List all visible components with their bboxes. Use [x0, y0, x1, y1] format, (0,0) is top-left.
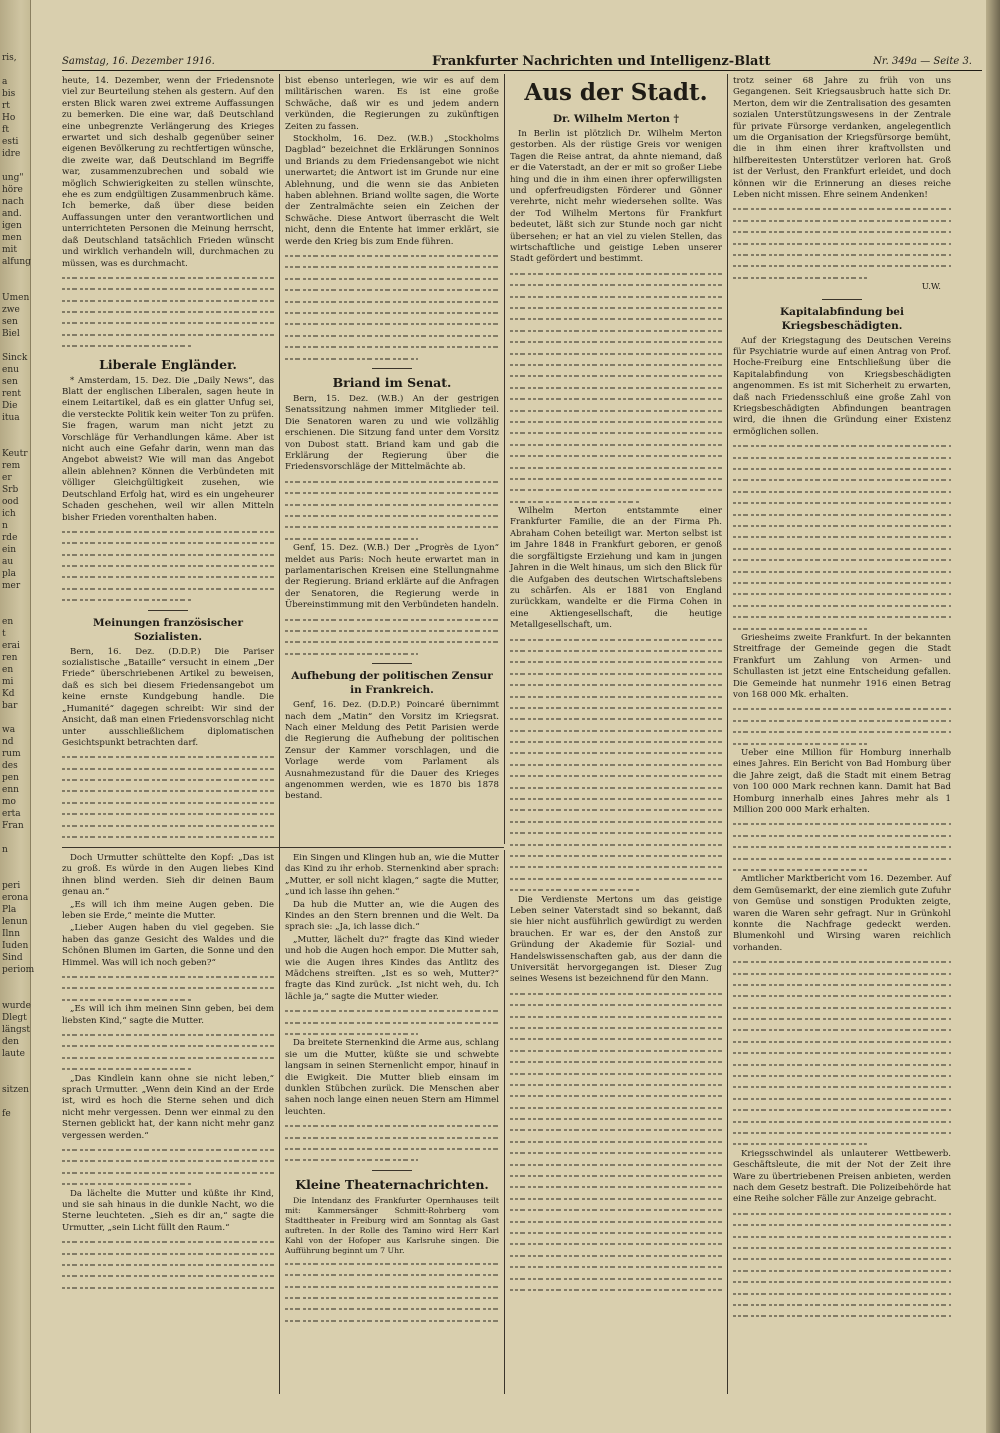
text-line: [733, 1264, 951, 1275]
text-line: [285, 283, 499, 294]
text-line: [733, 1137, 868, 1148]
text-line: [733, 237, 951, 248]
column-rule: [727, 74, 728, 1394]
text-line: [285, 532, 418, 543]
text-line: [285, 624, 499, 635]
text-line: [510, 1203, 722, 1214]
text-line: [510, 987, 722, 998]
text-line: [733, 565, 951, 576]
article-text: Bern, 15. Dez. (W.B.) An der gestrigen Senatssitzung nahmen immer Mitglieder teil. Die Senatoren waren zu und wie vollzählig erschienen. Die Sitzung fand unter dem Vorsitz von Dubost statt. Briand kam und gab die Erklärung der Regierung über die Friedensvorschläge der Mittelmächte ab.: [285, 394, 499, 473]
text-line: [510, 1123, 722, 1134]
text-line: [510, 872, 722, 883]
text-line: [285, 295, 499, 306]
text-line: [510, 472, 722, 483]
column-rule: [504, 850, 505, 1394]
text-line: [510, 1044, 722, 1055]
text-line: [510, 312, 722, 323]
text-line: [510, 1249, 722, 1260]
text-line: [510, 998, 722, 1009]
text-line: [510, 712, 722, 723]
text-line: [733, 1103, 951, 1114]
text-line: [62, 807, 274, 818]
text-line: [733, 271, 868, 282]
text-line: [510, 483, 722, 494]
text-line: [510, 769, 722, 780]
text-line: [733, 852, 951, 863]
story-text: „Das Kindlein kann ohne sie nicht leben,“ sprach Urmutter. „Wenn dein Kind an der Erde ist, wird es hoch die Sterne sehen und dich nicht mehr vergessen. Denn wer einmal zu den Sternen geblickt hat, der kann nicht mehr ganz vergessen werden.“: [62, 1073, 274, 1141]
article-text: Bern, 16. Dez. (D.D.P.) Die Pariser sozialistische „Bataille“ versucht in einem „Der Friede“ überschriebenen Artikel zu beweisen, daß es sich bei diesem Friedensangebot um keine ernste Kundgebung handle. Die „Humanité“ dagegen schreibt: Wir sind der Ansicht, daß man einen Friedensvorschlag nicht unter ausschließlichem diplomatischen Gesichtspunkt betrachten darf.: [62, 646, 274, 748]
text-line: [510, 1169, 722, 1180]
text-line: [510, 267, 722, 278]
text-line: [510, 1135, 722, 1146]
text-line: [510, 324, 722, 335]
text-line: [62, 830, 274, 841]
text-line: [733, 737, 868, 748]
previous-page-edge: [0, 0, 35, 1433]
text-line: [510, 404, 722, 415]
text-line: [510, 690, 722, 701]
text-line: [62, 970, 274, 981]
text-line: [62, 536, 274, 547]
feuilleton-column-1: [62, 853, 274, 1393]
text-line: [510, 278, 722, 289]
article-text: Kriegsschwindel als unlauterer Wettbewerb. Geschäftsleute, die mit der Not der Zeit ihre Ware zu übertriebenen Preisen anbieten, werden nach dem Gesetz bestraft. Die Polizeibehörde hat eine Reihe solcher Fälle zur Anzeige gebracht.: [733, 1148, 951, 1205]
text-line: [510, 838, 722, 849]
article-text: Genf, 15. Dez. (W.B.) Der „Progrès de Lyon“ meldet aus Paris: Noch heute erwartet man in parlamentarischen Kreisen eine Stellungnahme der Regierung. Briand erklärte auf die Anfragen der Senatoren, die Regierung werde in Übereinstimmung mit den Verbündeten handeln.: [285, 543, 499, 611]
text-line: [62, 271, 274, 282]
text-line: [510, 358, 722, 369]
text-line: [733, 553, 951, 564]
text-line: [733, 587, 951, 598]
section-rule: [822, 299, 862, 300]
text-line: [62, 294, 274, 305]
text-line: [62, 305, 274, 316]
article-text: heute, 14. Dezember, wenn der Friedensnote viel zur Beurteilung stehen als gestern. Auf den ersten Blick waren zwei extreme Auffassungen zu bemerken. Die eine war, daß Deutschland eine unbegrenzte Verlängerung des Krieges erwartet und sich deshalb gegenüber seiner eigenen Bevölkerung zu rechtfertigen wünsche, die zweite war, daß Deutschland im Begriffe war, zusammenzubrechen und sobald wie möglich Schwierigkeiten zu stellen wünschte, ehe es zum endgültigen Zusammenbruch käme. Ich bemerke, daß über diese beiden Auffassungen unter den verantwortlichen und unterrichteten Personen die Meinung herrscht, daß Deutschland tatsächlich Frieden wünscht und wirklich verhandeln will, durchmachen zu müssen, was es durchmacht.: [62, 76, 274, 269]
text-line: [510, 1192, 722, 1203]
section-rule: [372, 663, 412, 664]
text-line: [733, 1230, 951, 1241]
text-line: [62, 328, 274, 339]
text-line: [285, 1257, 499, 1268]
text-line: [733, 451, 951, 462]
header-page-number: Nr. 349a — Seite 3.: [873, 56, 972, 67]
text-line: [733, 1287, 951, 1298]
text-line: [62, 1269, 274, 1280]
text-line: [733, 1241, 951, 1252]
text-line: [733, 725, 951, 736]
text-line: [733, 225, 951, 236]
text-line: [733, 439, 951, 450]
text-line: [285, 635, 499, 646]
text-line: [733, 485, 951, 496]
text-line: [510, 461, 722, 472]
article-text: * Amsterdam, 15. Dez. Die „Daily News“, das Blatt der englischen Liberalen, sagen heute in einem Leitartikel, daß es ein glatter Unfug sei, die versteckte Politik kein weiter Ton zu prüfen. Sie fragen, warum man nicht jetzt zu Vorschläge für Verhandlungen käme. Aber ist nicht auch eine Gefahr darin, wenn man das Angebot abweist? Wie will man das Angebot allein ablehnen? Können die Verbündeten mit völliger Gleichgültigkeit zusehen, wie Deutschland Erfolg hat, wird es ein ungeheurer Schaden geschehen, weil wir allen Mitteln bisher Frieden vorenthalten haben.: [62, 375, 274, 523]
text-line: [510, 1101, 722, 1112]
article-text: Griesheims zweite Frankfurt. In der bekannten Streitfrage der Gemeinde gegen die Stadt Frankfurt um Zahlung von Armen- und Schullasten ist jetzt eine Entscheidung gefallen. Die Gemeinde hat nunmehr 1916 einen Betrag von 168 000 Mk. erhalten.: [733, 632, 951, 700]
text-line: [62, 582, 274, 593]
text-line: [62, 981, 274, 992]
text-line: [733, 1115, 951, 1126]
text-line: [510, 1272, 722, 1283]
text-line: [62, 282, 274, 293]
text-line: [285, 520, 499, 531]
text-line: [733, 542, 951, 553]
text-line: [510, 449, 722, 460]
article-text: In Berlin ist plötzlich Dr. Wilhelm Merton gestorben. Als der rüstige Greis vor wenigen Tagen die Reise antrat, da ahnte niemand, daß er die Vaterstadt, an der er mit so großer Liebe hing und die in ihm einen ihrer opferwilligsten und opferfreudigsten Förderer und Gönner verehrte, nicht mehr wiedersehen sollte. Was der Tod Wilhelm Mertons für Frankfurt bedeutet, läßt sich zur Stunde noch gar nicht übersehen; er hat an viel zu vielen Stellen, das wirtschaftliche und geistige Leben unserer Stadt gefördert und bestimmt.: [510, 129, 722, 265]
text-line: [62, 570, 274, 581]
column-4: [733, 76, 951, 1394]
text-line: [510, 301, 722, 312]
headline-merton: Dr. Wilhelm Merton †: [552, 113, 680, 125]
story-text: „Es will ich ihm meine Augen geben. Die leben sie Erde,“ meinte die Mutter.: [62, 899, 274, 922]
text-line: [285, 1280, 499, 1291]
story-text: Da breitete Sternenkind die Arme aus, schlang sie um die Mutter, küßte sie und schwebte langsam in seinen Sternenlicht empor, hinauf in die Ewigkeit. Die Mutter blieb einsam im dunklen Stübchen zurück. Die Menschen aber sahen noch lange einen neuen Stern am Himmel leuchten.: [285, 1038, 499, 1117]
text-line: [510, 781, 722, 792]
text-line: [733, 1046, 951, 1057]
text-line: [285, 317, 499, 328]
text-line: [510, 655, 722, 666]
text-line: [510, 644, 722, 655]
text-line: [510, 415, 722, 426]
text-line: [510, 347, 722, 358]
text-line: [285, 1291, 499, 1302]
text-line: [285, 1153, 418, 1164]
text-line: [733, 1252, 951, 1263]
article-text: Genf, 16. Dez. (D.D.P.) Poincaré übernimmt nach dem „Matin“ den Vorsitz im Kriegsrat. Nach einer Meldung des Petit Parisien werde die Regierung die Aufhebung der politischen Zensur der Kammer vorschlagen, und die Vorlage werde vom Parlament als Ausnahmezustand für die Dauer des Krieges angenommen werden, wie es 1870 bis 1878 bestand.: [285, 700, 499, 802]
column-rule: [279, 74, 280, 1394]
article-text: Ueber eine Million für Homburg innerhalb eines Jahres. Ein Bericht von Bad Homburg über die Jahre zeigt, daß die Stadt mit einem Betrag von 100 000 Mark rechnen kann. Damit hat Bad Homburg innerhalb eines Jahres mehr als 1 Million 200 000 Mark erhalten.: [733, 747, 951, 815]
text-line: [733, 576, 951, 587]
text-line: [510, 1283, 722, 1294]
text-line: [733, 978, 951, 989]
text-line: [733, 1023, 951, 1034]
column-rule: [504, 74, 505, 844]
column-1: [62, 76, 274, 844]
text-line: [62, 796, 274, 807]
text-line: [510, 381, 722, 392]
headline-liberale-englaender: Liberale Engländer.: [99, 356, 237, 372]
text-line: [510, 1158, 722, 1169]
text-line: [285, 340, 499, 351]
text-line: [510, 724, 722, 735]
text-line: [285, 1314, 499, 1325]
text-line: [733, 817, 951, 828]
headline-sozialisten: Meinungen französischer Sozialisten.: [92, 616, 243, 643]
previous-page-fragments: ris, a bis rt Ho ft esti idre ung" höre nach and. igen men mit alfung Umen zwe sen Biel Sinck enu sen rent Die itua Keutr rem er Srb ood ich n rde ein au pla mer en t erai ren en mi Kd bar wa nd rum des pen enn mo erta Fran n peri erona Pla lenun Ilnn Iuden Sind periom wurde Dlegt längst den laute sitzen fe: [2, 53, 35, 1119]
section-rule: [148, 610, 188, 611]
text-line: [510, 1146, 722, 1157]
text-line: [510, 633, 722, 644]
text-line: [733, 1069, 951, 1080]
text-line: [62, 1166, 274, 1177]
text-line: [510, 803, 722, 814]
text-line: [733, 1080, 951, 1091]
article-text: Stockholm, 16. Dez. (W.B.) „Stockholms Dagblad“ bezeichnet die Erklärungen Sonninos und Briands zu dem Friedensangebot wie nicht unerwartet; die Antwort ist im Grunde nur eine Ablehnung, und die wenn sie das Anbieten haben ablehnen. Briand wollte sagen, die Worte der Zentralmächte seien ein Zeichen der Schwäche. Diese Antwort überrascht die Welt nicht, denn die Entente hat immer erklärt, sie werde den Krieg bis zum Ende führen.: [285, 134, 499, 247]
story-text: „Mutter, lächelt du?“ fragte das Kind wieder und hob die Augen hoch empor. Die Mutter sah, wie die Augen ihres Kindes das Antlitz des Mädchens streiften. „Ist es so weh, Mutter?“ fragte das Kind zurück. „Ist nicht weh, du. Ich lächle ja,“ sagte die Mutter wieder.: [285, 934, 499, 1002]
text-line: [733, 989, 951, 1000]
text-line: [510, 746, 722, 757]
story-text: Da lächelte die Mutter und küßte ihr Kind, und sie sah hinaus in die dunkle Nacht, wo die Sterne leuchteten. „Sieh es dir an,“ sagte die Urmutter, „sein Licht füllt den Raum.“: [62, 1188, 274, 1233]
article-text: Amtlicher Marktbericht vom 16. Dezember. Auf dem Gemüsemarkt, der eine ziemlich gute Zufuhr von Gemüse und sonstigen Produkten zeigte, waren die Waren sehr gefragt. Nur in Grünkohl konnte die Nachfrage gedeckt werden. Blumenkohl und Wirsing waren reichlich vorhanden.: [733, 874, 951, 953]
text-line: [733, 1275, 951, 1286]
text-line: [510, 1089, 722, 1100]
text-line: [733, 610, 951, 621]
text-line: [285, 475, 499, 486]
story-text: Ein Singen und Klingen hub an, wie die Mutter das Kind zu ihr erhob. Sternenkind aber sprach: „Mutter, er soll nicht klagen,“ sagte die Mutter, „und ich lasse ihn gehen.“: [285, 853, 499, 898]
text-line: [510, 290, 722, 301]
text-line: [733, 496, 951, 507]
text-line: [733, 1207, 951, 1218]
text-line: [733, 519, 951, 530]
text-line: [510, 335, 722, 346]
text-line: [285, 1119, 499, 1130]
next-page-edge: [986, 0, 1000, 1433]
article-text: Die Verdienste Mertons um das geistige Leben seiner Vaterstadt sind so bekannt, daß sie hier nicht ausführlich gewürdigt zu werden brauchen. Er war es, der den Anstoß zur Gründung der Akademie für Sozial- und Handelswissenschaften gab, aus der dann die Universität hervorgegangen ist. Dieser Zug seines Wesens ist bezeichnend für den Mann.: [510, 894, 722, 985]
text-line: [510, 826, 722, 837]
text-line: [62, 559, 274, 570]
text-line: [733, 1309, 951, 1320]
feuilleton-column-2: [285, 853, 499, 1393]
text-line: [510, 1021, 722, 1032]
text-line: [285, 509, 499, 520]
text-line: [733, 473, 951, 484]
text-line: [510, 701, 722, 712]
text-line: [510, 735, 722, 746]
text-line: [733, 714, 951, 725]
text-line: [733, 599, 951, 610]
text-line: [62, 548, 274, 559]
page-header: [62, 54, 982, 71]
text-line: [510, 815, 722, 826]
article-text: Die Intendanz des Frankfurter Opernhauses teilt mit: Kammersänger Schmitt-Rohrberg vom Stadttheater in Freiburg wird am Sonntag als Gast auftreten. In der Rolle des Tamino wird Herr Karl Kahl von der Hofoper aus Karlsruhe singen. Die Aufführung beginnt um 7 Uhr.: [285, 1195, 499, 1255]
text-line: [510, 860, 722, 871]
text-line: [62, 819, 274, 830]
text-line: [510, 1055, 722, 1066]
text-line: [510, 1067, 722, 1078]
text-line: [510, 1010, 722, 1021]
text-line: [510, 369, 722, 380]
text-line: [285, 1302, 499, 1313]
text-line: [510, 426, 722, 437]
text-line: [285, 613, 499, 624]
text-line: [733, 259, 951, 270]
section-rule: [372, 1170, 412, 1171]
article-text: trotz seiner 68 Jahre zu früh von uns Gegangenen. Seit Kriegsausbruch hatte sich Dr. Merton, dem wir die Zentralisation des gesamten sozialen Unterstützungswesens in der Zentrale für private Fürsorge verdanken, angelegentlich um die Organisation der Kriegsfürsorge bemüht, die in ihm einen ihrer kraftvollsten und hilfbereitesten Unterstützer verloren hat. Groß ist der Verlust, den Frankfurt erleidet, und doch können wir die Erinnerung an dieses reiche Leben nicht missen. Ehre seinem Andenken!: [733, 76, 951, 201]
text-line: [510, 495, 641, 506]
text-line: [62, 1051, 274, 1062]
text-line: [62, 316, 274, 327]
text-line: [285, 1004, 499, 1015]
story-text: „Lieber Augen haben du viel gegeben. Sie haben das ganze Gesicht des Waldes und die Schönen Blumen im Garten, die Sonne und den Himmel. Was will ich noch geben?“: [62, 923, 274, 968]
text-line: [510, 392, 722, 403]
text-line: [510, 1078, 722, 1089]
text-line: [62, 1258, 274, 1269]
text-line: [733, 955, 951, 966]
text-line: [733, 202, 951, 213]
text-line: [733, 829, 951, 840]
text-line: [733, 248, 951, 259]
text-line: [733, 622, 868, 633]
text-line: [733, 1218, 951, 1229]
column-2: [285, 76, 499, 844]
text-line: [285, 1027, 418, 1038]
text-line: [510, 792, 722, 803]
text-line: [62, 1154, 274, 1165]
text-line: [510, 1237, 722, 1248]
text-line: [62, 1235, 274, 1246]
text-line: [733, 1012, 951, 1023]
story-text: Doch Urmutter schüttelte den Kopf: „Das ist zu groß. Es würde in den Augen liebes Kind ihnen blind werden. Sieh dir deinen Baum genau an.“: [62, 853, 274, 898]
headline-briand-im-senat: Briand im Senat.: [332, 375, 452, 390]
text-line: [285, 498, 499, 509]
text-line: [285, 272, 499, 283]
text-line: [510, 849, 722, 860]
text-line: [62, 1039, 274, 1050]
text-line: [285, 249, 499, 260]
text-line: [62, 773, 274, 784]
text-line: [62, 1143, 274, 1154]
article-text: Wilhelm Merton entstammte einer Frankfurter Familie, die an der Firma Ph. Abraham Cohen beteiligt war. Merton selbst ist im Jahre 1848 in Frankfurt geboren, er genoß die sorgfältigste Erziehung und kam in jungen Jahren in die Welt hinaus, um sich den Blick für die Aufgaben des deutschen Wirtschaftslebens zu schärfen. Als er 1881 von England zurückkam, wandelte er die Firma Cohen in eine Aktiengesellschaft, die heutige Metallgesellschaft, um.: [510, 506, 722, 631]
text-line: [62, 339, 193, 350]
article-text: bist ebenso unterlegen, wie wir es auf dem militärischen waren. Es ist eine große Schwäche, daß wir es und jedem andern verkünden, die Regierungen zu zukünftigen Zeiten zu fassen.: [285, 76, 499, 132]
text-line: [285, 1142, 499, 1153]
text-line: [62, 750, 274, 761]
text-line: [733, 840, 951, 851]
headline-aus-der-stadt: Aus der Stadt.: [524, 79, 708, 106]
text-line: [510, 1215, 722, 1226]
text-line: [733, 530, 951, 541]
text-line: [510, 438, 722, 449]
text-line: [62, 784, 274, 795]
text-line: [510, 1226, 722, 1237]
text-line: [285, 352, 418, 363]
section-rule: [372, 368, 412, 369]
text-line: [733, 1058, 951, 1069]
text-line: [62, 1247, 274, 1258]
text-line: [510, 678, 722, 689]
text-line: [733, 1092, 951, 1103]
author-signature: U.W.: [921, 282, 941, 293]
text-line: [285, 1131, 499, 1142]
text-line: [733, 1126, 951, 1137]
text-line: [62, 993, 193, 1004]
text-line: [285, 647, 418, 658]
text-line: [510, 1032, 722, 1043]
story-text: „Es will ich ihm meinen Sinn geben, bei dem liebsten Kind,“ sagte die Mutter.: [62, 1004, 274, 1026]
text-line: [733, 214, 951, 225]
text-line: [285, 1268, 499, 1279]
text-line: [285, 306, 499, 317]
text-line: [62, 1281, 274, 1292]
header-masthead: Frankfurter Nachrichten und Intelligenz-Blatt: [432, 54, 771, 69]
text-line: [285, 260, 499, 271]
headline-theaternachrichten: Kleine Theaternachrichten.: [295, 1176, 489, 1192]
text-line: [733, 1001, 951, 1012]
text-line: [285, 1016, 499, 1027]
text-line: [510, 883, 641, 894]
text-line: [62, 593, 193, 604]
text-line: [733, 1298, 951, 1309]
article-text: Auf der Kriegstagung des Deutschen Vereins für Psychiatrie wurde auf einen Antrag von Prof. Hoche-Freiburg eine Entschließung über die Kapitalabfindung von Kriegsbeschädigten angenommen. Es ist mit Sicherheit zu erwarten, daß nach Friedensschluß eine große Zahl von Kriegsbeschädigten Abfindungen beantragen wird, die ihnen die Gründung einer Existenz ermöglichen sollen.: [733, 335, 951, 437]
text-line: [510, 1180, 722, 1191]
text-line: [733, 508, 951, 519]
text-line: [733, 462, 951, 473]
text-line: [510, 1112, 722, 1123]
text-line: [510, 667, 722, 678]
column-3: [510, 76, 722, 1394]
text-line: [285, 329, 499, 340]
text-line: [62, 762, 274, 773]
headline-zensur: Aufhebung der politischen Zensur in Frankreich.: [291, 670, 493, 697]
headline-kapitalabfindung: Kapitalabfindung bei Kriegsbeschädigten.: [780, 305, 904, 332]
text-line: [733, 863, 868, 874]
story-text: Da hub die Mutter an, wie die Augen des Kindes an den Stern brennen und die Welt. Da sprach sie: „Ja, ich lasse dich.“: [285, 899, 499, 933]
text-line: [510, 1260, 722, 1271]
text-line: [62, 1028, 274, 1039]
header-date: Samstag, 16. Dezember 1916.: [62, 56, 215, 67]
text-line: [733, 702, 951, 713]
text-line: [510, 758, 722, 769]
text-line: [285, 486, 499, 497]
section-divider: [62, 847, 504, 848]
text-line: [62, 1062, 193, 1073]
text-line: [733, 1035, 951, 1046]
text-line: [733, 967, 951, 978]
text-line: [62, 1177, 193, 1188]
text-line: [62, 525, 274, 536]
